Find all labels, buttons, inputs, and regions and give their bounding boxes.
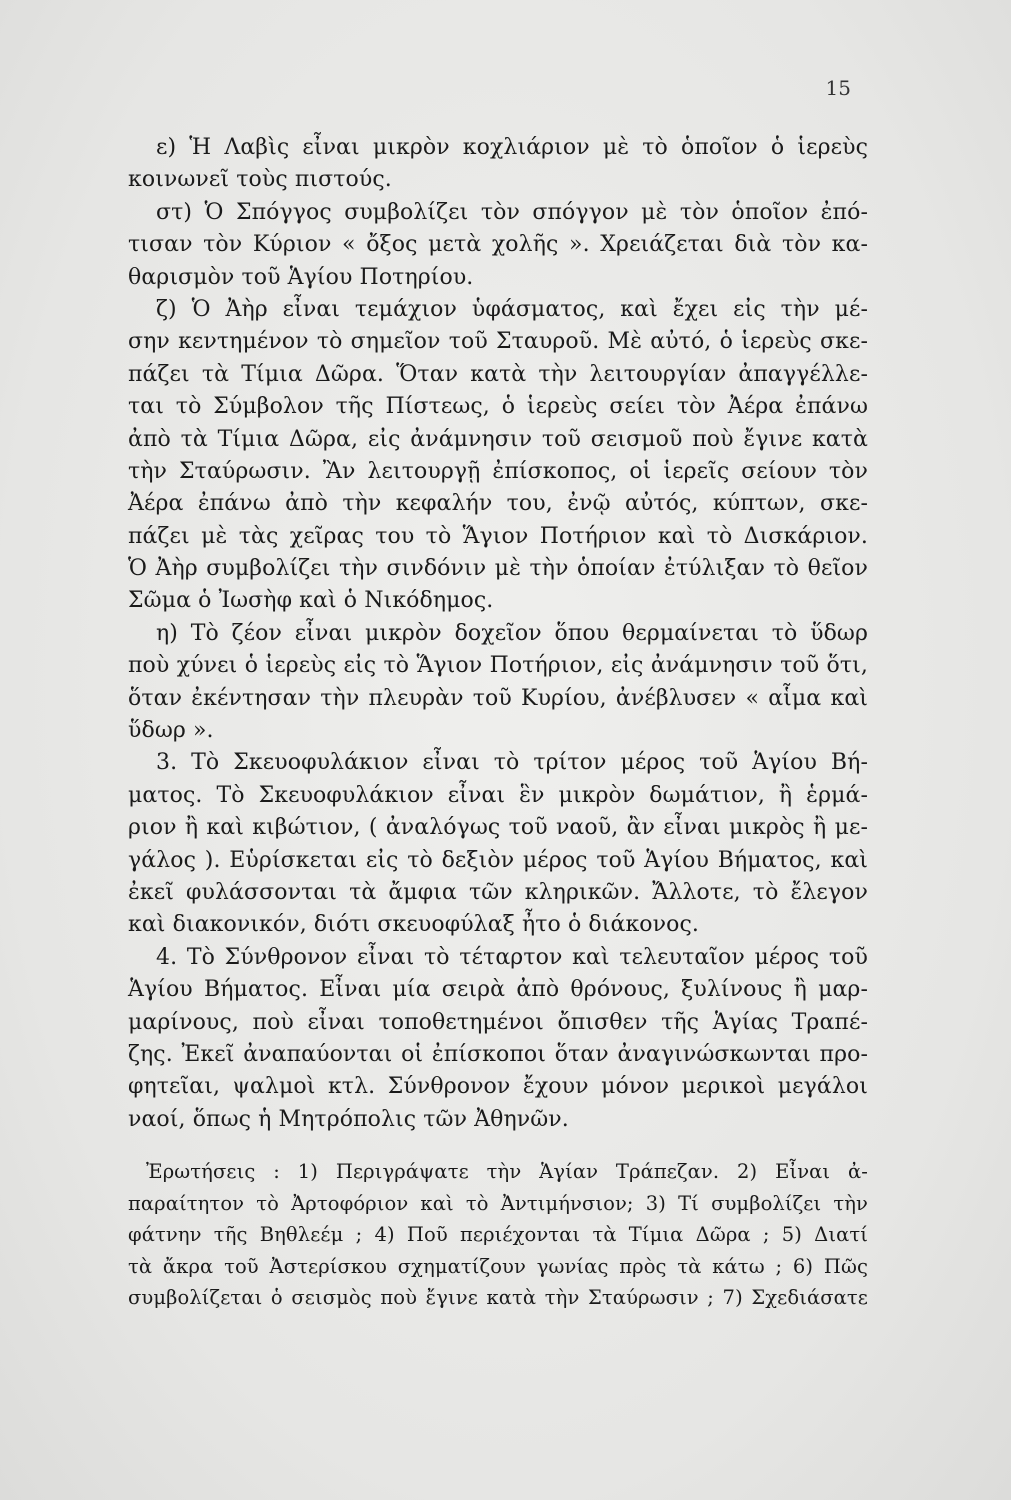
text-line: ζης. Ἐκεῖ ἀναπαύονται οἱ ἐπίσκοποι ὅταν ἀναγινώσκωνται προ- bbox=[128, 1041, 868, 1067]
text-line: τὴν Σταύρωσιν. Ἂν λειτουργῇ ἐπίσκοπος, οἱ ἱερεῖς σείουν τὸν bbox=[128, 458, 868, 484]
question-line: φάτνην τῆς Βηθλεέμ ; 4) Ποῦ περιέχονται τὰ Τίμια Δῶρα ; 5) Διατί bbox=[128, 1223, 868, 1247]
text-line: ται τὸ Σύμβολον τῆς Πίστεως, ὁ ἱερεὺς σείει τὸν Ἀέρα ἐπάνω bbox=[128, 394, 868, 420]
question-line: Ἐρωτήσεις : 1) Περιγράψατε τὴν Ἁγίαν Τράπεζαν. 2) Εἶναι ἀ- bbox=[146, 1160, 868, 1184]
text-line: κοινωνεῖ τοὺς πιστούς. bbox=[128, 167, 392, 193]
text-line: ζ) Ὁ Ἀὴρ εἶναι τεμάχιον ὑφάσματος, καὶ ἔχει εἰς τὴν μέ- bbox=[156, 296, 868, 322]
text-line: 3. Τὸ Σκευοφυλάκιον εἶναι τὸ τρίτον μέρος τοῦ Ἁγίου Βή- bbox=[156, 750, 868, 776]
text-line: γάλος ). Εὑρίσκεται εἰς τὸ δεξιὸν μέρος τοῦ Ἁγίου Βήματος, καὶ bbox=[128, 847, 868, 873]
text-line: μαρίνους, ποὺ εἶναι τοποθετημένοι ὄπισθεν τῆς Ἁγίας Τραπέ- bbox=[128, 1009, 868, 1035]
text-line: Σῶμα ὁ Ἰωσὴφ καὶ ὁ Νικόδημος. bbox=[128, 588, 494, 614]
question-line: τὰ ἄκρα τοῦ Ἀστερίσκου σχηματίζουν γωνίας πρὸς τὰ κάτω ; 6) Πῶς bbox=[128, 1254, 868, 1278]
question-line: συμβολίζεται ὁ σεισμὸς ποὺ ἔγινε κατὰ τὴν Σταύρωσιν ; 7) Σχεδιάσατε bbox=[128, 1286, 868, 1310]
question-line: παραίτητον τὸ Ἀρτοφόριον καὶ τὸ Ἀντιμήνσιον; 3) Τί συμβολίζει τὴν bbox=[128, 1191, 868, 1215]
text-line: ναοί, ὅπως ἡ Μητρόπολις τῶν Ἀθηνῶν. bbox=[128, 1106, 569, 1132]
text-line: ριον ἢ καὶ κιβώτιον, ( ἀναλόγως τοῦ ναοῦ, ἂν εἶναι μικρὸς ἢ με- bbox=[128, 815, 868, 841]
text-line: καὶ διακονικόν, διότι σκευοφύλαξ ἦτο ὁ διάκονος. bbox=[128, 912, 699, 938]
text-line: ματος. Τὸ Σκευοφυλάκιον εἶναι ἓν μικρὸν δωμάτιον, ἢ ἑρμά- bbox=[128, 782, 868, 808]
body-text bbox=[128, 132, 868, 1314]
text-line: ε) Ἡ Λαβὶς εἶναι μικρὸν κοχλιάριον μὲ τὸ ὁποῖον ὁ ἱερεὺς bbox=[156, 135, 868, 160]
text-line: Ἁγίου Βήματος. Εἶναι μία σειρὰ ἀπὸ θρόνους, ξυλίνους ἢ μαρ- bbox=[128, 977, 868, 1003]
page-number: 15 bbox=[825, 76, 851, 100]
text-line: στ) Ὁ Σπόγγος συμβολίζει τὸν σπόγγον μὲ τὸν ὁποῖον ἐπό- bbox=[156, 199, 868, 225]
text-line: ὕδωρ ». bbox=[128, 718, 214, 744]
text-line: πάζει μὲ τὰς χεῖρας του τὸ Ἅγιον Ποτήριον καὶ τὸ Δισκάριον. bbox=[128, 523, 868, 549]
text-line: ἀπὸ τὰ Τίμια Δῶρα, εἰς ἀνάμνησιν τοῦ σεισμοῦ ποὺ ἔγινε κατὰ bbox=[128, 426, 868, 452]
text-line: Ὁ Ἀὴρ συμβολίζει τὴν σινδόνιν μὲ τὴν ὁποίαν ἐτύλιξαν τὸ θεῖον bbox=[128, 556, 868, 582]
text-line: ἐκεῖ φυλάσσονται τὰ ἄμφια τῶν κληρικῶν. Ἄλλοτε, τὸ ἔλεγον bbox=[128, 879, 868, 905]
text-line: ποὺ χύνει ὁ ἱερεὺς εἰς τὸ Ἅγιον Ποτήριον, εἰς ἀνάμνησιν τοῦ ὅτι, bbox=[128, 653, 868, 679]
text-line: Ἀέρα ἐπάνω ἀπὸ τὴν κεφαλήν του, ἐνῷ αὐτός, κύπτων, σκε- bbox=[128, 491, 868, 517]
text-line: 4. Τὸ Σύνθρονον εἶναι τὸ τέταρτον καὶ τελευταῖον μέρος τοῦ bbox=[156, 944, 868, 970]
text-line: πάζει τὰ Τίμια Δῶρα. Ὅταν κατὰ τὴν λειτουργίαν ἀπαγγέλλε- bbox=[128, 361, 868, 387]
text-line: θαρισμὸν τοῦ Ἁγίου Ποτηρίου. bbox=[128, 264, 474, 290]
text-line: ὅταν ἐκέντησαν τὴν πλευρὰν τοῦ Κυρίου, ἀνέβλυσεν « αἷμα καὶ bbox=[128, 685, 868, 711]
section-gap bbox=[128, 1136, 868, 1156]
text-line: η) Τὸ ζέον εἶναι μικρὸν δοχεῖον ὅπου θερμαίνεται τὸ ὕδωρ bbox=[156, 620, 868, 646]
questions-block bbox=[128, 1156, 868, 1314]
text-line: τισαν τὸν Κύριον « ὄξος μετὰ χολῆς ». Χρειάζεται διὰ τὸν κα- bbox=[128, 232, 868, 258]
text-line: φητεῖαι, ψαλμοὶ κτλ. Σύνθρονον ἔχουν μόνον μερικοὶ μεγάλοι bbox=[128, 1074, 868, 1100]
text-line: σην κεντημένον τὸ σημεῖον τοῦ Σταυροῦ. Μὲ αὐτό, ὁ ἱερεὺς σκε- bbox=[128, 329, 868, 355]
